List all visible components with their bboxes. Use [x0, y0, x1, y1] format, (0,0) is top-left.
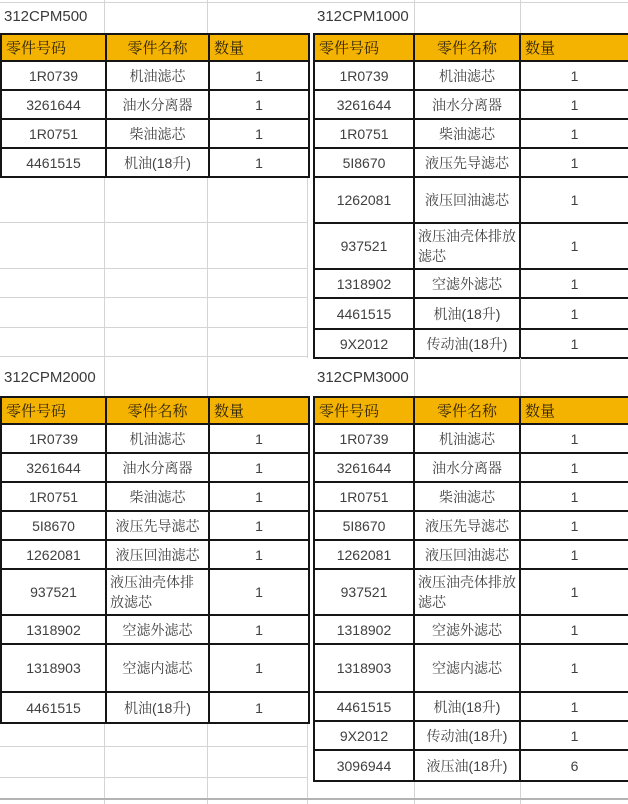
quantity-cell: 1	[209, 569, 309, 615]
part-name-cell: 机油滤芯	[106, 61, 209, 90]
grid-line	[104, 718, 105, 804]
column-header-quantity: 数量	[520, 34, 628, 61]
table-row	[314, 453, 628, 482]
part-name-cell: 空滤内滤芯	[414, 644, 520, 692]
grid-line	[0, 297, 308, 298]
empty-grid-region	[0, 718, 308, 804]
quantity-cell: 1	[209, 148, 309, 177]
part-name-cell: 柴油滤芯	[414, 119, 520, 148]
table-title-text: 312CPM1000	[317, 8, 409, 25]
quantity-cell: 1	[209, 644, 309, 692]
table-row	[314, 61, 628, 90]
quantity-cell: 1	[520, 223, 628, 269]
part-name-cell: 空滤外滤芯	[414, 269, 520, 298]
grid-line	[0, 777, 308, 778]
part-name-cell: 液压回油滤芯	[414, 540, 520, 569]
grid-line	[0, 222, 308, 223]
part-name-cell: 油水分离器	[414, 453, 520, 482]
part-number-cell: 937521	[1, 569, 106, 615]
grid-line	[520, 358, 521, 396]
table-row	[314, 329, 628, 358]
table-row	[1, 61, 309, 90]
quantity-cell: 1	[520, 482, 628, 511]
quantity-cell: 1	[209, 615, 309, 644]
part-number-cell: 1318903	[314, 644, 414, 692]
table-row	[314, 569, 628, 615]
part-name-cell: 柴油滤芯	[106, 119, 209, 148]
table-row	[314, 615, 628, 644]
grid-line	[520, 0, 521, 33]
part-name-cell: 液压回油滤芯	[106, 540, 209, 569]
part-number-cell: 3261644	[1, 90, 106, 119]
part-number-cell: 3261644	[314, 453, 414, 482]
part-number-cell: 5I8670	[1, 511, 106, 540]
part-name-cell: 传动油(18升)	[414, 721, 520, 750]
table-title-312cpm500	[0, 0, 308, 33]
quantity-cell: 1	[520, 540, 628, 569]
table-row	[314, 223, 628, 269]
table-row	[314, 540, 628, 569]
header-row	[1, 34, 309, 61]
part-name-cell: 液压先导滤芯	[414, 148, 520, 177]
part-number-cell: 9X2012	[314, 329, 414, 358]
part-number-cell: 1R0751	[314, 119, 414, 148]
parts-table-312cpm1000	[313, 33, 628, 359]
column-header-part-number: 零件号码	[1, 34, 106, 61]
quantity-cell: 1	[520, 644, 628, 692]
table-row	[1, 692, 309, 723]
grid-line	[307, 718, 308, 804]
table-row	[1, 90, 309, 119]
part-number-cell: 3096944	[314, 750, 414, 781]
part-name-cell: 空滤外滤芯	[106, 615, 209, 644]
part-number-cell: 1R0751	[314, 482, 414, 511]
quantity-cell: 1	[520, 569, 628, 615]
section-312cpm3000	[313, 358, 628, 782]
quantity-cell: 1	[520, 148, 628, 177]
section-312cpm500	[0, 0, 308, 178]
part-number-cell: 5I8670	[314, 148, 414, 177]
table-row	[1, 424, 309, 453]
part-name-cell: 空滤内滤芯	[106, 644, 209, 692]
part-name-cell: 空滤外滤芯	[414, 615, 520, 644]
quantity-cell: 1	[209, 482, 309, 511]
grid-line	[0, 356, 308, 357]
quantity-cell: 1	[520, 615, 628, 644]
table-row	[1, 453, 309, 482]
grid-line	[307, 176, 308, 358]
table-row	[314, 148, 628, 177]
part-number-cell: 1R0739	[314, 61, 414, 90]
part-number-cell: 5I8670	[314, 511, 414, 540]
grid-line	[0, 746, 308, 747]
part-number-cell: 4461515	[314, 692, 414, 721]
part-name-cell: 油水分离器	[106, 90, 209, 119]
table-row	[1, 569, 309, 615]
part-number-cell: 3261644	[314, 90, 414, 119]
table-row	[314, 177, 628, 223]
part-name-cell: 液压回油滤芯	[414, 177, 520, 223]
quantity-cell: 1	[520, 692, 628, 721]
table-row	[314, 90, 628, 119]
part-name-cell: 机油(18升)	[414, 692, 520, 721]
part-number-cell: 9X2012	[314, 721, 414, 750]
grid-line	[207, 176, 208, 358]
column-header-part-number: 零件号码	[314, 397, 414, 424]
header-row	[314, 397, 628, 424]
part-number-cell: 1R0739	[314, 424, 414, 453]
table-row	[1, 540, 309, 569]
part-number-cell: 937521	[314, 223, 414, 269]
table-row	[1, 482, 309, 511]
section-312cpm2000	[0, 358, 308, 724]
part-number-cell: 1R0739	[1, 61, 106, 90]
column-header-part-name: 零件名称	[414, 397, 520, 424]
part-name-cell: 柴油滤芯	[414, 482, 520, 511]
grid-line	[104, 176, 105, 358]
column-header-part-number: 零件号码	[314, 34, 414, 61]
grid-line	[207, 358, 208, 396]
quantity-cell: 1	[520, 61, 628, 90]
parts-table-312cpm2000	[0, 396, 310, 724]
quantity-cell: 1	[520, 269, 628, 298]
table-title-text: 312CPM3000	[317, 368, 409, 386]
table-title-text: 312CPM500	[4, 8, 88, 25]
part-name-cell: 液压油壳体排放滤芯	[106, 569, 209, 615]
part-name-cell: 液压油壳体排放滤芯	[414, 223, 520, 269]
part-name-cell: 液压油壳体排放滤芯	[414, 569, 520, 615]
quantity-cell: 1	[520, 721, 628, 750]
part-name-cell: 液压先导滤芯	[414, 511, 520, 540]
table-row	[314, 119, 628, 148]
column-header-quantity: 数量	[520, 397, 628, 424]
table-row	[314, 750, 628, 781]
table-title-312cpm1000	[313, 0, 628, 33]
grid-line	[207, 718, 208, 804]
part-number-cell: 1262081	[314, 540, 414, 569]
grid-line	[104, 0, 105, 33]
table-title-312cpm2000	[0, 358, 308, 396]
table-row	[314, 511, 628, 540]
part-name-cell: 机油(18升)	[106, 692, 209, 723]
part-number-cell: 1318903	[1, 644, 106, 692]
header-row	[314, 34, 628, 61]
part-name-cell: 液压先导滤芯	[106, 511, 209, 540]
quantity-cell: 1	[209, 453, 309, 482]
part-number-cell: 1262081	[1, 540, 106, 569]
table-row	[314, 298, 628, 329]
table-row	[1, 615, 309, 644]
column-header-part-name: 零件名称	[414, 34, 520, 61]
part-number-cell: 1R0751	[1, 119, 106, 148]
table-row	[314, 482, 628, 511]
bottom-rule	[0, 798, 628, 800]
part-name-cell: 传动油(18升)	[414, 329, 520, 358]
quantity-cell: 1	[520, 119, 628, 148]
part-name-cell: 油水分离器	[106, 453, 209, 482]
parts-table-312cpm500	[0, 33, 310, 178]
quantity-cell: 1	[209, 90, 309, 119]
header-row	[1, 397, 309, 424]
part-number-cell: 937521	[314, 569, 414, 615]
grid-line	[207, 0, 208, 33]
table-row	[314, 721, 628, 750]
quantity-cell: 1	[209, 61, 309, 90]
quantity-cell: 1	[209, 692, 309, 723]
part-name-cell: 机油(18升)	[414, 298, 520, 329]
part-name-cell: 油水分离器	[414, 90, 520, 119]
part-number-cell: 1318902	[1, 615, 106, 644]
quantity-cell: 1	[520, 298, 628, 329]
table-row	[1, 511, 309, 540]
parts-table-312cpm3000	[313, 396, 628, 782]
empty-grid-region	[0, 176, 308, 358]
quantity-cell: 1	[209, 424, 309, 453]
quantity-cell: 1	[520, 329, 628, 358]
grid-line	[0, 268, 308, 269]
table-row	[314, 644, 628, 692]
quantity-cell: 6	[520, 750, 628, 781]
table-title-text: 312CPM2000	[4, 368, 96, 386]
column-header-part-name: 零件名称	[106, 34, 209, 61]
table-row	[314, 269, 628, 298]
grid-line	[0, 2, 628, 3]
part-number-cell: 1262081	[314, 177, 414, 223]
part-number-cell: 1R0739	[1, 424, 106, 453]
quantity-cell: 1	[209, 511, 309, 540]
part-name-cell: 机油滤芯	[414, 424, 520, 453]
grid-line	[414, 0, 415, 33]
quantity-cell: 1	[209, 119, 309, 148]
table-row	[1, 119, 309, 148]
part-number-cell: 1R0751	[1, 482, 106, 511]
section-312cpm1000	[313, 0, 628, 359]
part-name-cell: 柴油滤芯	[106, 482, 209, 511]
table-row	[314, 692, 628, 721]
column-header-quantity: 数量	[209, 34, 309, 61]
quantity-cell: 1	[520, 453, 628, 482]
part-name-cell: 机油(18升)	[106, 148, 209, 177]
part-number-cell: 4461515	[314, 298, 414, 329]
part-name-cell: 机油滤芯	[106, 424, 209, 453]
grid-line	[414, 358, 415, 396]
quantity-cell: 1	[520, 424, 628, 453]
grid-line	[0, 327, 308, 328]
table-row	[314, 424, 628, 453]
table-title-312cpm3000	[313, 358, 628, 396]
part-number-cell: 4461515	[1, 148, 106, 177]
column-header-quantity: 数量	[209, 397, 309, 424]
table-row	[1, 148, 309, 177]
part-number-cell: 1318902	[314, 269, 414, 298]
part-name-cell: 液压油(18升)	[414, 750, 520, 781]
quantity-cell: 1	[520, 511, 628, 540]
quantity-cell: 1	[209, 540, 309, 569]
quantity-cell: 1	[520, 90, 628, 119]
column-header-part-name: 零件名称	[106, 397, 209, 424]
part-number-cell: 4461515	[1, 692, 106, 723]
grid-line	[104, 358, 105, 396]
part-number-cell: 3261644	[1, 453, 106, 482]
quantity-cell: 1	[520, 177, 628, 223]
table-row	[1, 644, 309, 692]
column-header-part-number: 零件号码	[1, 397, 106, 424]
part-name-cell: 机油滤芯	[414, 61, 520, 90]
part-number-cell: 1318902	[314, 615, 414, 644]
